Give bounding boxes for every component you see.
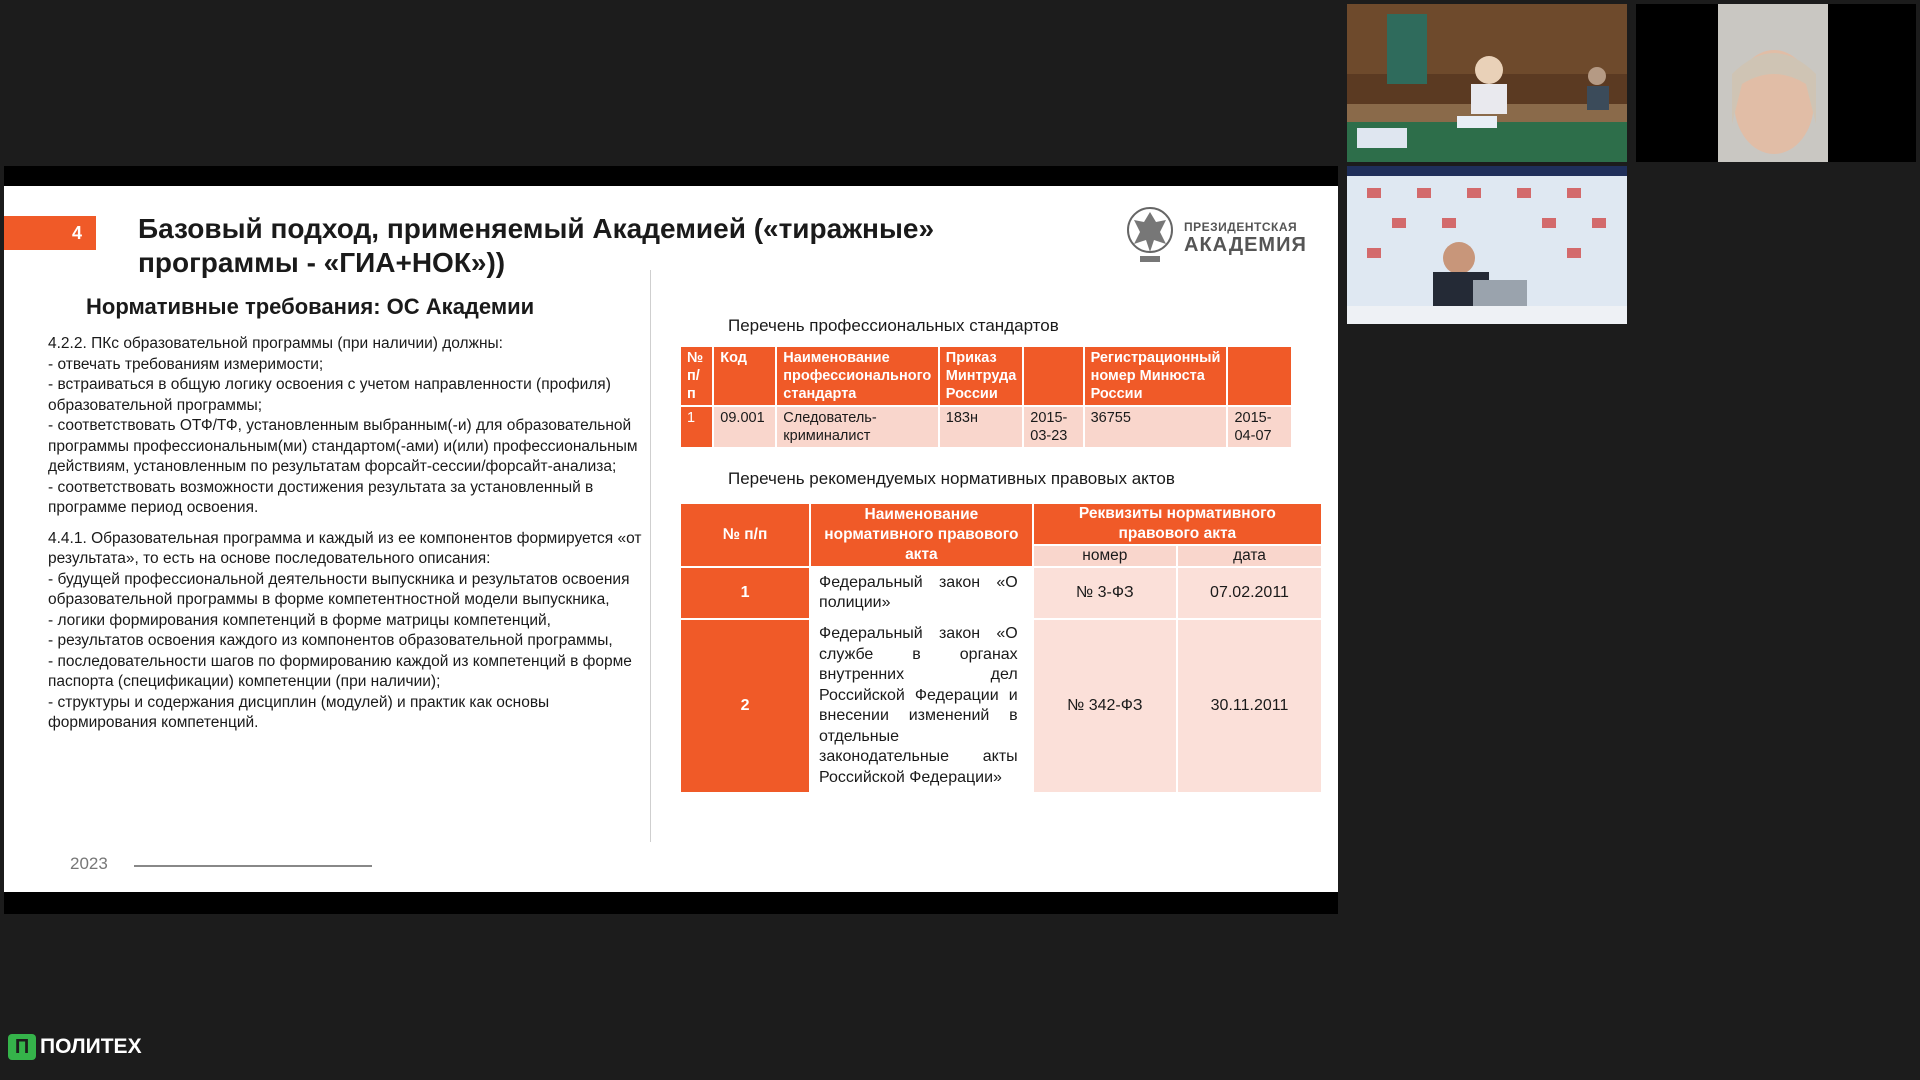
participant-video-1[interactable]	[1347, 4, 1627, 162]
table-cell: 07.02.2011	[1178, 568, 1321, 618]
table-header: Приказ Минтруда России	[940, 347, 1022, 405]
table-cell: 1	[681, 407, 712, 447]
table-header: № п/п	[681, 347, 712, 405]
table-cell: Следователь-криминалист	[777, 407, 938, 447]
text-line: 4.4.1. Образовательная программа и каждый из ее компонентов формируется «от результата», то есть на основе последовательного описания:	[48, 529, 642, 567]
text-line: - последовательности шагов по формированию каждой из компетенций в форме паспорта (спецификации) компетенции (при наличии);	[48, 652, 632, 690]
slide-number: 4	[4, 216, 96, 250]
text-line: - встраиваться в общую логику освоения с учетом направленности (профиля) образовательной программы;	[48, 376, 611, 414]
table-header	[1228, 347, 1291, 405]
table-cell: Федеральный закон «О службе в органах внутренних дел Российской Федерации и внесении изменений в отдельные законодательные акты Российской Федерации»	[811, 620, 1032, 792]
table-header: Код	[714, 347, 775, 405]
table-cell: 2	[681, 620, 809, 792]
professional-standards-table	[679, 345, 1293, 449]
table-row	[681, 568, 1321, 618]
column-divider	[650, 270, 651, 842]
footer-line	[134, 865, 372, 867]
table-cell: Федеральный закон «О полиции»	[811, 568, 1032, 618]
table-cell: № 3-ФЗ	[1034, 568, 1176, 618]
academy-logo	[1122, 200, 1312, 272]
requirements-column	[48, 294, 648, 744]
table-cell: 183н	[940, 407, 1022, 447]
eagle-emblem-icon	[1122, 200, 1178, 272]
table-cell: 2015-03-23	[1024, 407, 1082, 447]
politech-mark-icon: П	[8, 1034, 36, 1060]
text-line: - результатов освоения каждого из компонентов образовательной программы,	[48, 632, 613, 649]
table-row	[681, 620, 1321, 792]
conference-room-image	[1347, 4, 1627, 162]
table-header: Регистрационный номер Минюста России	[1085, 347, 1227, 405]
presenter-desk-image	[1347, 166, 1627, 324]
table-cell: 09.001	[714, 407, 775, 447]
table-row	[681, 407, 1291, 447]
table-header-row	[681, 347, 1291, 405]
requirements-paragraph-1	[48, 334, 648, 519]
table-header: Реквизиты нормативного правового акта	[1034, 504, 1321, 544]
table-cell: 30.11.2011	[1178, 620, 1321, 792]
table2-caption: Перечень рекомендуемых нормативных правовых актов	[728, 469, 1175, 488]
table-header: № п/п	[681, 504, 809, 566]
brand-name: ПОЛИТЕХ	[40, 1035, 142, 1058]
table-header-row	[681, 504, 1321, 544]
speaker-image	[1636, 4, 1916, 162]
section-subtitle: Нормативные требования: ОС Академии	[86, 294, 535, 319]
table-cell: 36755	[1085, 407, 1227, 447]
table-header: Наименование профессионального стандарта	[777, 347, 938, 405]
text-line: - логики формирования компетенций в форме матрицы компетенций,	[48, 611, 551, 629]
table-header	[1024, 347, 1082, 405]
text-line: - отвечать требованиям измеримости;	[48, 355, 324, 373]
table1-caption: Перечень профессиональных стандартов	[728, 316, 1059, 335]
logo-line-1: ПРЕЗИДЕНТСКАЯ	[1184, 220, 1298, 234]
text-line: - структуры и содержания дисциплин (модулей) и практик как основы формирования компетенций.	[48, 693, 550, 731]
requirements-paragraph-2	[48, 529, 648, 734]
table-subheader: номер	[1034, 546, 1176, 566]
table-cell: 2015-04-07	[1228, 407, 1291, 447]
participant-video-2[interactable]	[1636, 4, 1916, 162]
text-line: - соответствовать возможности достижения результата за установленный в программе период освоения.	[48, 478, 594, 516]
logo-line-2: АКАДЕМИЯ	[1184, 234, 1307, 256]
text-line: - соответствовать ОТФ/ТФ, установленным выбранным(-и) для образовательной программы профессиональным(ми) стандартом(-ами) и(или) профессиональным действиям, установленным по результатам форсайт-сессии/форсайт-анализа;	[48, 417, 638, 475]
legal-acts-table	[679, 502, 1323, 794]
footer-year: 2023	[70, 854, 108, 873]
text-line: 4.2.2. ПКс образовательной программы (при наличии) должны:	[48, 335, 503, 352]
presentation-slide	[4, 186, 1338, 892]
politech-logo	[8, 1034, 142, 1060]
slide-title: Базовый подход, применяемый Академией («тиражные» программы - «ГИА+НОК»))	[138, 213, 935, 278]
text-line: - будущей профессиональной деятельности выпускника и результатов освоения образовательной программы в форме компетентностной модели выпускника,	[48, 570, 630, 608]
table-cell: № 342-ФЗ	[1034, 620, 1176, 792]
table-header: Наименование нормативного правового акта	[811, 504, 1032, 566]
table-subheader: дата	[1178, 546, 1321, 566]
table-cell: 1	[681, 568, 809, 618]
participant-video-3[interactable]	[1347, 166, 1627, 324]
